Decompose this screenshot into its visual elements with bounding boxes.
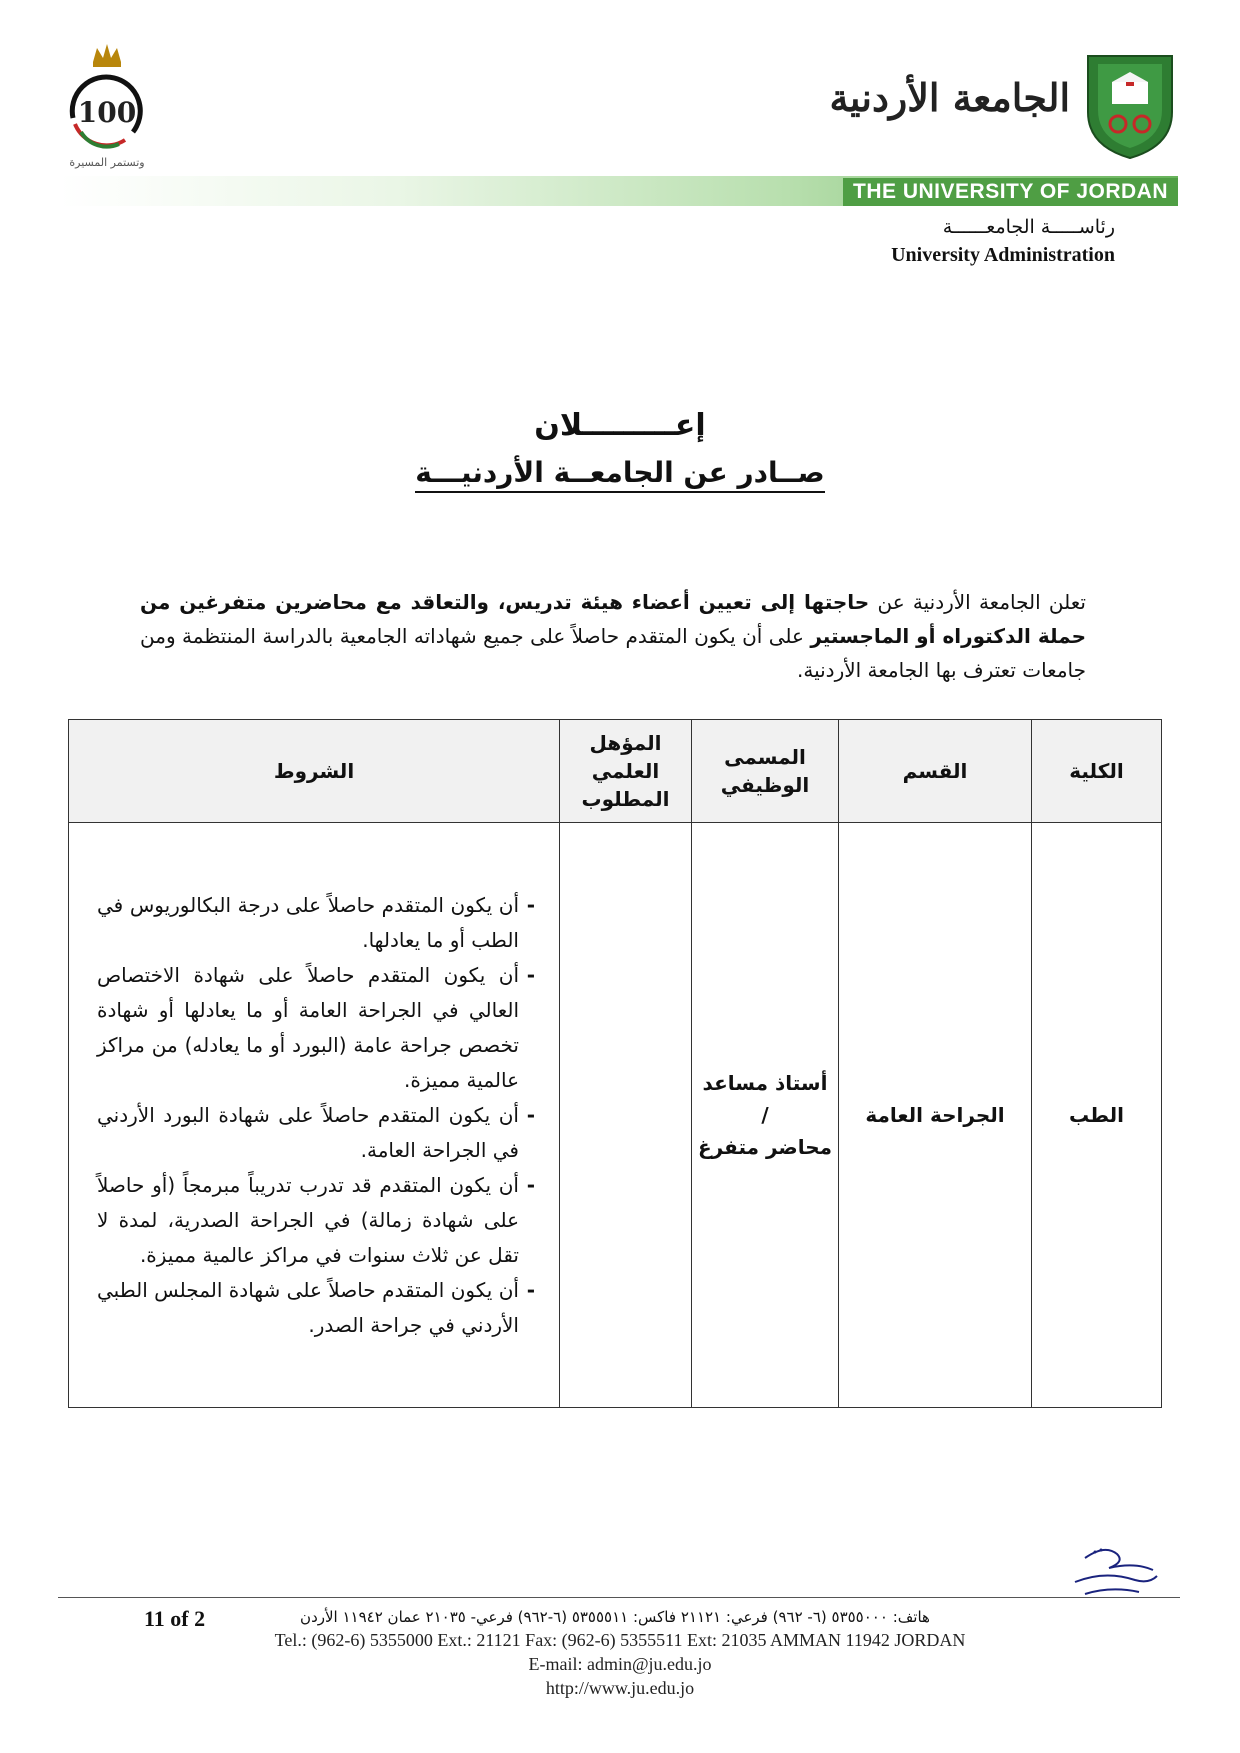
cell-job-title	[692, 823, 839, 1408]
contact-email[interactable]: E-mail: admin@ju.edu.jo	[528, 1654, 712, 1674]
condition-item: - أن يكون المتقدم حاصلاً على شهادة البورد الأردني في الجراحة العامة.	[97, 1098, 535, 1168]
header-faculty: الكلية	[1032, 720, 1162, 823]
cell-conditions	[69, 823, 560, 1408]
cell-department: الجراحة العامة	[839, 823, 1032, 1408]
cell-qualification	[560, 823, 692, 1408]
condition-item: - أن يكون المتقدم قد تدرب تدريباً مبرمجاً (أو حاصلاً على شهادة زمالة) في الجراحة الصدرية، لمدة لا تقل عن ثلاث سنوات في مراكز عالمية مميزة.	[97, 1168, 535, 1273]
page-number: 11 of 2	[144, 1606, 206, 1631]
announcement-subtitle	[0, 456, 1240, 489]
crest-icon	[1082, 50, 1178, 160]
intro-part2: على أن يكون المتقدم حاصلاً على جميع شهاداته الجامعية بالدراسة المنتظمة ومن جامعات تعترف بها الجامعة الأردنية.	[140, 624, 1086, 682]
website-link[interactable]: http://www.ju.edu.jo	[545, 1678, 695, 1698]
contact-english: Tel.: (962-6) 5355000 Ext.: 21121 Fax: (962-6) 5355511 Ext: 21035 AMMAN 11942 JORDAN	[274, 1630, 966, 1650]
job-title-line1: أستاذ مساعد	[702, 1071, 828, 1095]
intro-part1: تعلن الجامعة الأردنية عن	[869, 590, 1086, 614]
administration-arabic: رئاســـــة الجامعــــــة	[942, 216, 1115, 238]
footer-divider	[58, 1597, 1180, 1598]
intro-paragraph	[140, 585, 1086, 687]
job-title-line2: محاضر متفرغ	[697, 1135, 833, 1159]
cell-faculty: الطب	[1032, 823, 1162, 1408]
header-job-title: المسمى الوظيفي	[692, 720, 839, 823]
crown-icon	[55, 40, 155, 170]
signature	[1065, 1540, 1165, 1605]
intro-bold: حاجتها إلى تعيين أعضاء هيئة تدريس، والتعاقد مع محاضرين متفرغين من حملة الدكتوراه أو الماجستير	[140, 590, 1086, 648]
centennial-number: 100	[77, 96, 137, 129]
signature-icon	[1065, 1540, 1165, 1605]
administration-english: University Administration	[891, 244, 1115, 266]
announcement-subtitle-text: صــادر عن الجامعــة الأردنيـــة	[415, 456, 824, 493]
university-name-arabic: الجامعة الأردنية	[829, 75, 1070, 120]
announcement-title: إعـــــــــلان	[534, 408, 706, 443]
condition-item: - أن يكون المتقدم حاصلاً على شهادة الاختصاص العالي في الجراحة العامة أو ما يعادلها أو شهادة تخصص جراحة عامة (البورد أو ما يعادله) من مراكز عالمية مميزة.	[97, 958, 535, 1098]
header-qualification: المؤهل العلمي المطلوب	[560, 720, 692, 823]
header-conditions: الشروط	[69, 720, 560, 823]
job-title-separator: /	[761, 1103, 769, 1127]
table-header-row	[69, 720, 1162, 823]
condition-item: - أن يكون المتقدم حاصلاً على درجة البكالوريوس في الطب أو ما يعادلها.	[97, 888, 535, 958]
contact-arabic: هاتف: ٥٣٥٥٠٠٠ (٦- ٩٦٢) فرعي: ٢١١٢١ فاكس: ٥٣٥٥٥١١ (٦-٩٦٢) فرعي- ٢١٠٣٥ عمان ١١٩٤٢ الأردن	[300, 1608, 930, 1626]
centennial-logo	[55, 40, 155, 170]
condition-item: - أن يكون المتقدم حاصلاً على شهادة المجلس الطبي الأردني في جراحة الصدر.	[97, 1273, 535, 1343]
university-crest	[1082, 50, 1178, 160]
conditions-list	[97, 888, 535, 1343]
university-name-english: THE UNIVERSITY OF JORDAN	[843, 178, 1178, 206]
jobs-table	[68, 719, 1162, 1408]
header-department: القسم	[839, 720, 1032, 823]
centennial-slogan: وتستمر المسيرة	[69, 156, 145, 169]
table-row	[69, 823, 1162, 1408]
